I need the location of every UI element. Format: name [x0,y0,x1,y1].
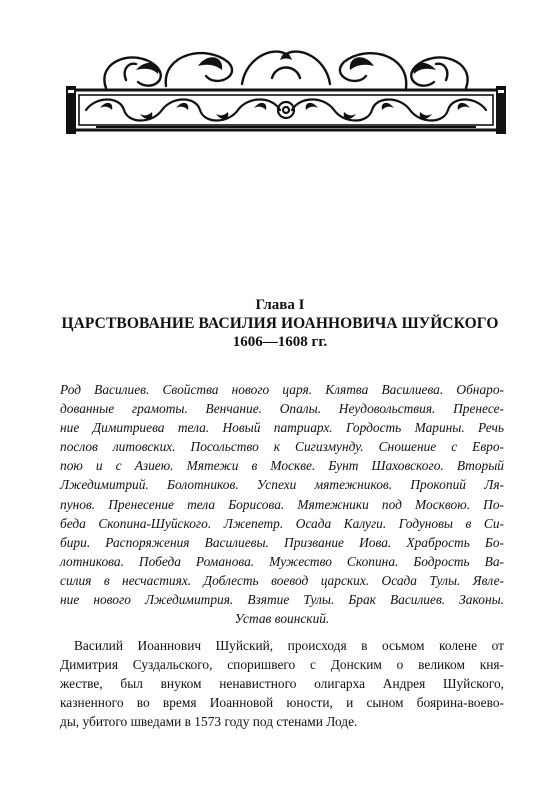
decorative-ornament-header [66,40,506,140]
summary-line: Устав воинский. [234,611,330,627]
summary-line: пою и с Азиею. Мятежи в Москве. Бунт Шаховского. Вторый [60,458,504,474]
summary-line: послов литовских. Посольство к Сигизмунду. Сношение с Евро- [60,439,504,455]
chapter-summary [60,380,504,628]
chapter-title: ЦАРСТВОВАНИЕ ВАСИЛИЯ ИОАННОВИЧА ШУЙСКОГО [61,315,499,332]
summary-line: пунов. Пренесение тела Борисова. Мятежники под Москвою. По- [60,496,504,512]
summary-line: лотникова. Победа Романова. Мужество Скопина. Бодрость Ва- [60,553,504,569]
summary-line: ние Димитриева тела. Новый патриарх. Гордость Марины. Речь [60,420,504,436]
chapter-heading [50,296,510,351]
body-line: Димитрия Суздальского, споришвего с Донским о великом кня- [60,657,504,673]
summary-line: дованные грамоты. Венчание. Опалы. Неудовольствия. Пренесе- [60,401,504,417]
chapter-years: 1606—1608 гг. [232,334,328,350]
body-line: ды, убитого шведами в 1573 году под стенами Лоде. [60,714,358,730]
summary-line: ние нового Лжедимитрия. Взятие Тулы. Брак Василиев. Законы. [60,592,504,608]
chapter-label: Глава I [255,297,305,313]
body-line: казненного во время Иоанновой юности, и сыном боярина-воево- [60,695,504,711]
summary-line: Лжедимитрий. Болотников. Успехи мятежников. Прокопий Ля- [60,477,504,493]
summary-line: силия в несчастиях. Доблесть воевод царских. Осада Тулы. Явле- [60,572,504,588]
body-line: Василий Иоаннович Шуйский, происходя в осьмом колене от [74,638,504,653]
body-paragraph [60,636,504,731]
summary-line: беда Скопина-Шуйского. Лжепетр. Осада Калуги. Годуновы в Си- [60,515,504,531]
summary-line: Род Василиев. Свойства нового царя. Клятва Василиева. Обнаро- [60,382,504,397]
body-line: жестве, был внуком ненавистного олигарха Андрея Шуйского, [60,676,504,692]
summary-line: бири. Распоряжения Василиевы. Призвание Иова. Храбрость Бо- [60,534,504,550]
